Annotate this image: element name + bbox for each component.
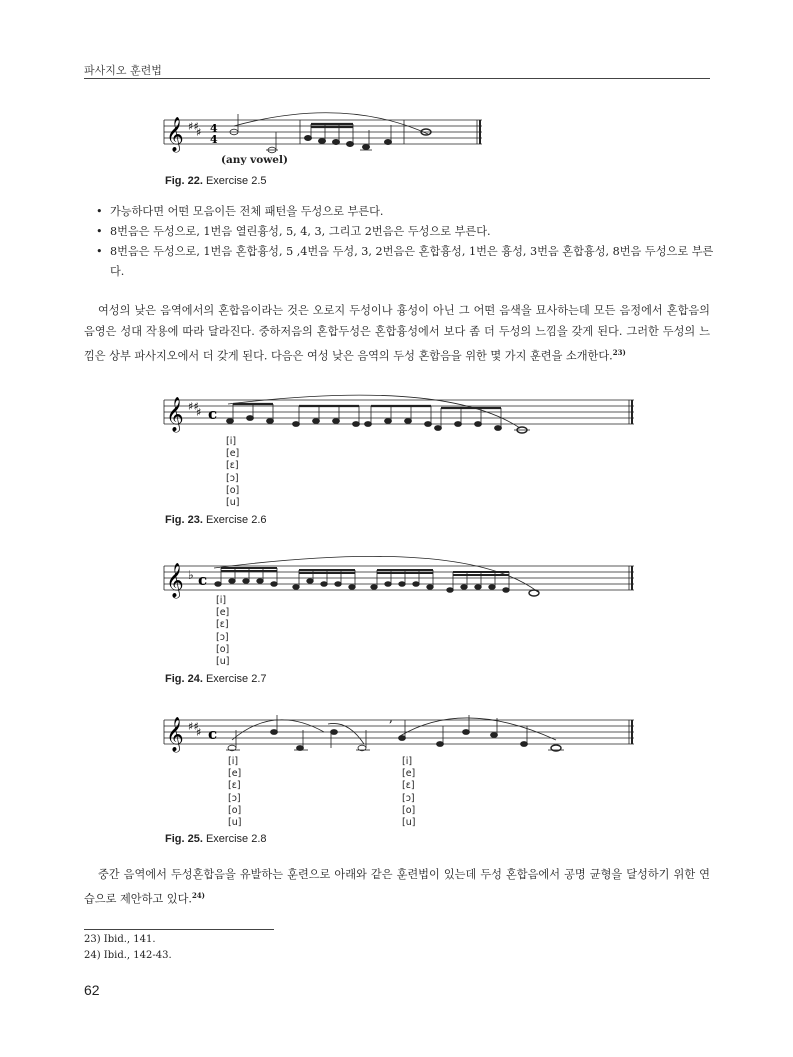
fig23-vowel-list <box>226 436 239 509</box>
list-item: • 가능하다면 어떤 모음이든 전체 패턴을 두성으로 부른다. <box>96 202 716 222</box>
vowel-label: [i] <box>228 756 239 767</box>
paragraph-2 <box>84 864 710 910</box>
vowel-label: [ɔ] <box>216 631 229 643</box>
music-staff-fig25 <box>164 710 636 756</box>
list-item: • 8번음은 두성으로, 1번음 혼합흉성, 5 ,4번음 두성, 3, 2번음은 혼합흉성, 1번은 흉성, 3번음 혼합흉성, 8번음 두성으로 부른다. <box>96 242 716 282</box>
svg-text:c: c <box>198 571 208 589</box>
fig23-title: Exercise 2.6 <box>205 514 267 526</box>
fig25-label: Fig. 25. <box>165 833 203 845</box>
footnote-ref-23: 23) <box>612 348 626 357</box>
fig25-title: Exercise 2.8 <box>205 833 267 845</box>
svg-text:♯: ♯ <box>196 726 202 739</box>
svg-text:𝄞: 𝄞 <box>166 563 184 598</box>
vowel-label: [o] <box>226 484 240 496</box>
svg-text:♯: ♯ <box>196 406 202 419</box>
svg-text:♯♯: ♯♯ <box>188 400 199 413</box>
fig23-label: Fig. 23. <box>165 514 203 526</box>
footnote-24: 24) Ibid., 142-43. <box>84 950 172 961</box>
fig24-vowel-list <box>216 595 229 668</box>
svg-text:4: 4 <box>210 133 218 146</box>
vowel-label: [ɛ] <box>216 619 229 631</box>
vowel-label: [i] <box>402 756 413 767</box>
vowel-label: [u] <box>402 817 416 829</box>
vowel-label: [u] <box>226 497 240 509</box>
svg-text:♭: ♭ <box>188 568 194 582</box>
vowel-label: [e] <box>216 607 230 619</box>
vowel-label: [e] <box>402 768 416 780</box>
fig22-label: Fig. 22. <box>165 175 203 187</box>
vowel-label: [e] <box>228 768 242 780</box>
vowel-label: [ɔ] <box>228 792 241 804</box>
svg-text:♯♯: ♯♯ <box>188 720 199 733</box>
vowel-label: [ɔ] <box>226 472 239 484</box>
svg-text:♯: ♯ <box>196 126 202 139</box>
paragraph-1 <box>84 300 710 367</box>
svg-text:𝄞: 𝄞 <box>166 717 184 752</box>
fig23-caption <box>165 514 267 526</box>
svg-text:♯♯: ♯♯ <box>188 120 199 133</box>
list-item: • 8번음은 두성으로, 1번음 열린흉성, 5, 4, 3, 그리고 2번음은 두성으로 부른다. <box>96 222 716 242</box>
paragraph-2-text: 중간 음역에서 두성혼합음을 유발하는 훈련으로 아래와 같은 훈련법이 있는데 두성 혼합음에서 공명 균형을 달성하기 위한 연습으로 제안하고 있다. <box>84 868 710 906</box>
vowel-label: [u] <box>216 656 230 668</box>
vowel-label: [u] <box>228 817 242 829</box>
music-staff-fig22 <box>164 112 494 158</box>
footnote-rule <box>84 929 274 930</box>
instruction-list <box>96 202 716 282</box>
vowel-label: [ɔ] <box>402 792 415 804</box>
footnote-23: 23) Ibid., 141. <box>84 934 156 945</box>
svg-text:4: 4 <box>210 122 218 135</box>
fig22-caption <box>165 175 267 187</box>
vowel-label: [ɛ] <box>226 460 239 472</box>
svg-text:,: , <box>389 711 393 725</box>
vowel-label: [e] <box>226 448 240 460</box>
vowel-label: [o] <box>402 804 416 816</box>
fig24-caption <box>165 673 267 685</box>
footnote-ref-24: 24) <box>191 891 205 900</box>
vowel-label: [ɛ] <box>402 780 415 792</box>
svg-text:𝄞: 𝄞 <box>166 117 184 152</box>
fig25-caption <box>165 833 267 845</box>
fig24-label: Fig. 24. <box>165 673 203 685</box>
music-staff-fig24 <box>164 552 636 598</box>
vowel-label: [o] <box>228 804 242 816</box>
vowel-label: [i] <box>216 595 227 606</box>
svg-text:𝄞: 𝄞 <box>166 397 184 432</box>
fig25-vowel-list-b <box>402 756 415 829</box>
vowel-label: [o] <box>216 643 230 655</box>
paragraph-1-text: 여성의 낮은 음역에서의 혼합음이라는 것은 오로지 두성이나 흉성이 아닌 그 어떤 음색을 묘사하는데 모든 음정에서 혼합음의 음영은 성대 작용에 따라 달라진다. 중하저음의 혼합두성은 혼합흉성에서 보다 좀 더 두성의 느낌을 갖게 된다. 그러한 두성의 느낌은 상부 파사지오에서 더 갖게 된다. 다음은 여성 낮은 음역의 두성 혼합음을 위한 몇 가지 훈련을 소개한다. <box>84 304 710 363</box>
fig25-vowel-list-a <box>228 756 241 829</box>
fig22-title: Exercise 2.5 <box>205 175 267 187</box>
svg-text:c: c <box>208 725 218 743</box>
vowel-label: [ɛ] <box>228 780 241 792</box>
svg-text:c: c <box>208 405 218 423</box>
vowel-label: [i] <box>226 436 237 447</box>
fig22-annotation: (any vowel) <box>221 154 288 166</box>
fig24-title: Exercise 2.7 <box>205 673 267 685</box>
music-staff-fig23 <box>164 392 636 438</box>
page-number: 62 <box>84 982 100 998</box>
running-title: 파사지오 훈련법 <box>84 64 162 77</box>
header-rule <box>84 78 710 79</box>
